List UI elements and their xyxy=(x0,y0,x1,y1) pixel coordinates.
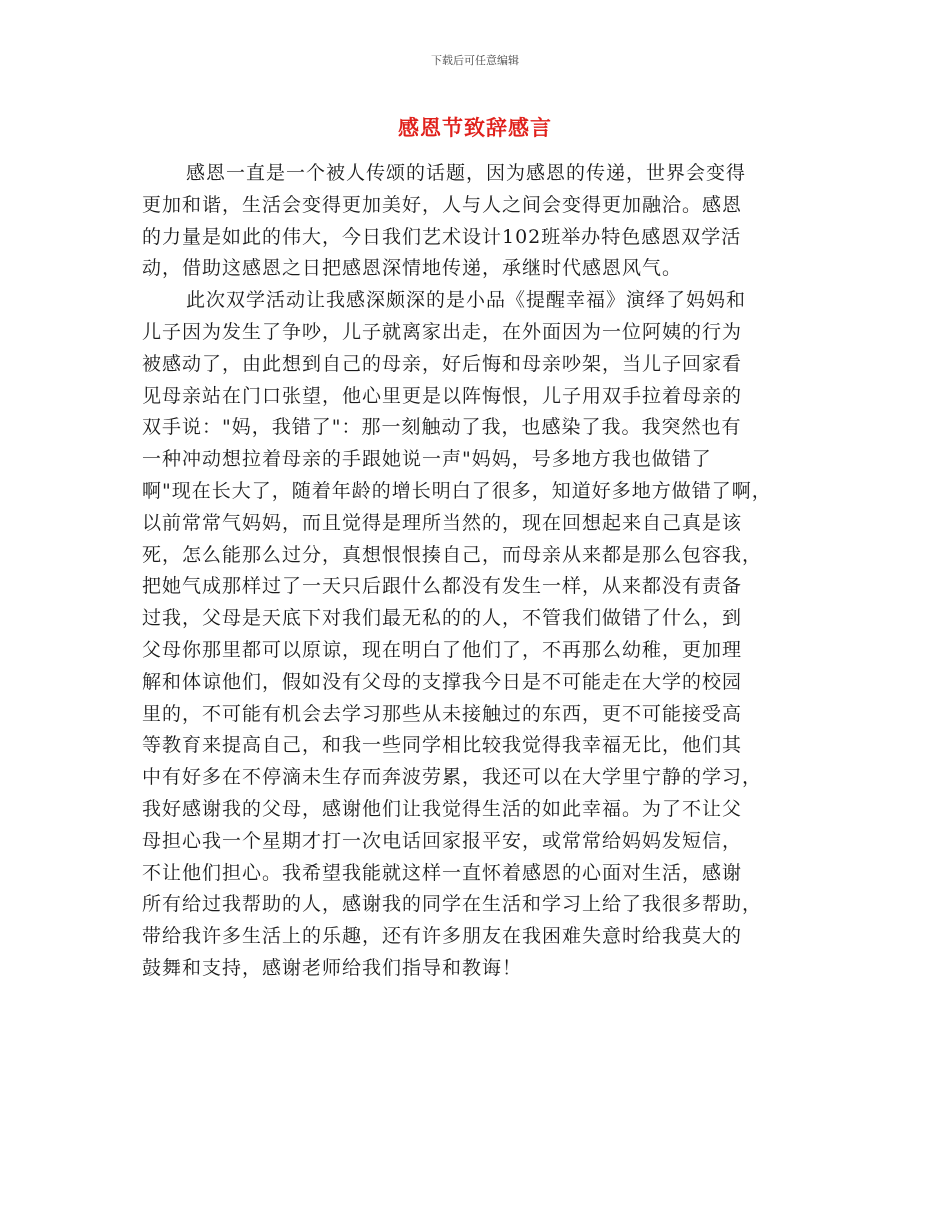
text-line: 带给我许多生活上的乐趣，还有许多朋友在我困难失意时给我莫大的 xyxy=(142,925,743,948)
text-line: 此次双学活动让我感深颇深的是小品《提醒幸福》演绎了妈妈和 xyxy=(186,289,747,312)
text-line: 母担心我一个星期才打一次电话回家报平安，或常常给妈妈发短信， xyxy=(142,829,743,852)
text-line: 等教育来提高自己，和我一些同学相比较我觉得我幸福无比，他们其 xyxy=(142,734,743,757)
text-line: 我好感谢我的父母，感谢他们让我觉得生活的如此幸福。为了不让父 xyxy=(142,797,743,820)
document-body xyxy=(142,158,822,985)
text-line: 一种冲动想拉着母亲的手跟她说一声"妈妈，号多地方我也做错了 xyxy=(142,448,712,471)
text-line: 鼓舞和支持，感谢老师给我们指导和教诲！ xyxy=(142,956,523,979)
text-line: 解和体谅他们，假如没有父母的支撑我今日是不可能走在大学的校园 xyxy=(142,670,743,693)
paragraph xyxy=(142,158,822,285)
text-line: 以前常常气妈妈，而且觉得是理所当然的，现在回想起来自己真是该 xyxy=(142,511,743,534)
text-line: 把她气成那样过了一天只后跟什么都没有发生一样，从来都没有责备 xyxy=(142,575,743,598)
text-line: 动，借助这感恩之日把感恩深情地传递，承继时代感恩风气。 xyxy=(142,257,683,280)
text-line: 感恩一直是一个被人传颂的话题，因为感恩的传递，世界会变得 xyxy=(186,162,747,184)
paragraph xyxy=(142,285,822,985)
text-line: 更加和谐，生活会变得更加美好，人与人之间会变得更加融洽。感恩 xyxy=(142,193,743,216)
text-line: 父母你那里都可以原谅，现在明白了他们了，不再那么幼稚，更加理 xyxy=(142,638,743,661)
text-line: 的力量是如此的伟大，今日我们艺术设计102班举办特色感恩双学活 xyxy=(142,225,742,248)
text-line: 双手说："妈，我错了"：那一刻触动了我，也感染了我。我突然也有 xyxy=(142,416,742,439)
text-line: 死，怎么能那么过分，真想恨恨揍自己，而母亲从来都是那么包容我， xyxy=(142,543,763,566)
page-header: 下载后可任意编辑 xyxy=(431,54,519,67)
text-line: 过我，父母是天底下对我们最无私的的人，不管我们做错了什么，到 xyxy=(142,607,743,630)
text-line: 儿子因为发生了争吵，儿子就离家出走，在外面因为一位阿姨的行为 xyxy=(142,320,743,343)
text-line: 见母亲站在门口张望，他心里更是以阵悔恨，儿子用双手拉着母亲的 xyxy=(142,384,743,407)
text-line: 被感动了，由此想到自己的母亲，好后悔和母亲吵架，当儿子回家看 xyxy=(142,352,743,375)
text-line: 啊"现在长大了，随着年龄的增长明白了很多，知道好多地方做错了啊， xyxy=(142,479,772,502)
text-line: 里的，不可能有机会去学习那些从未接触过的东西，更不可能接受高 xyxy=(142,702,743,725)
document-title: 感恩节致辞感言 xyxy=(398,116,552,140)
text-line: 不让他们担心。我希望我能就这样一直怀着感恩的心面对生活，感谢 xyxy=(142,861,743,884)
text-line: 中有好多在不停滴未生存而奔波劳累，我还可以在大学里宁静的学习， xyxy=(142,766,763,789)
text-line: 所有给过我帮助的人，感谢我的同学在生活和学习上给了我很多帮助， xyxy=(142,893,763,916)
